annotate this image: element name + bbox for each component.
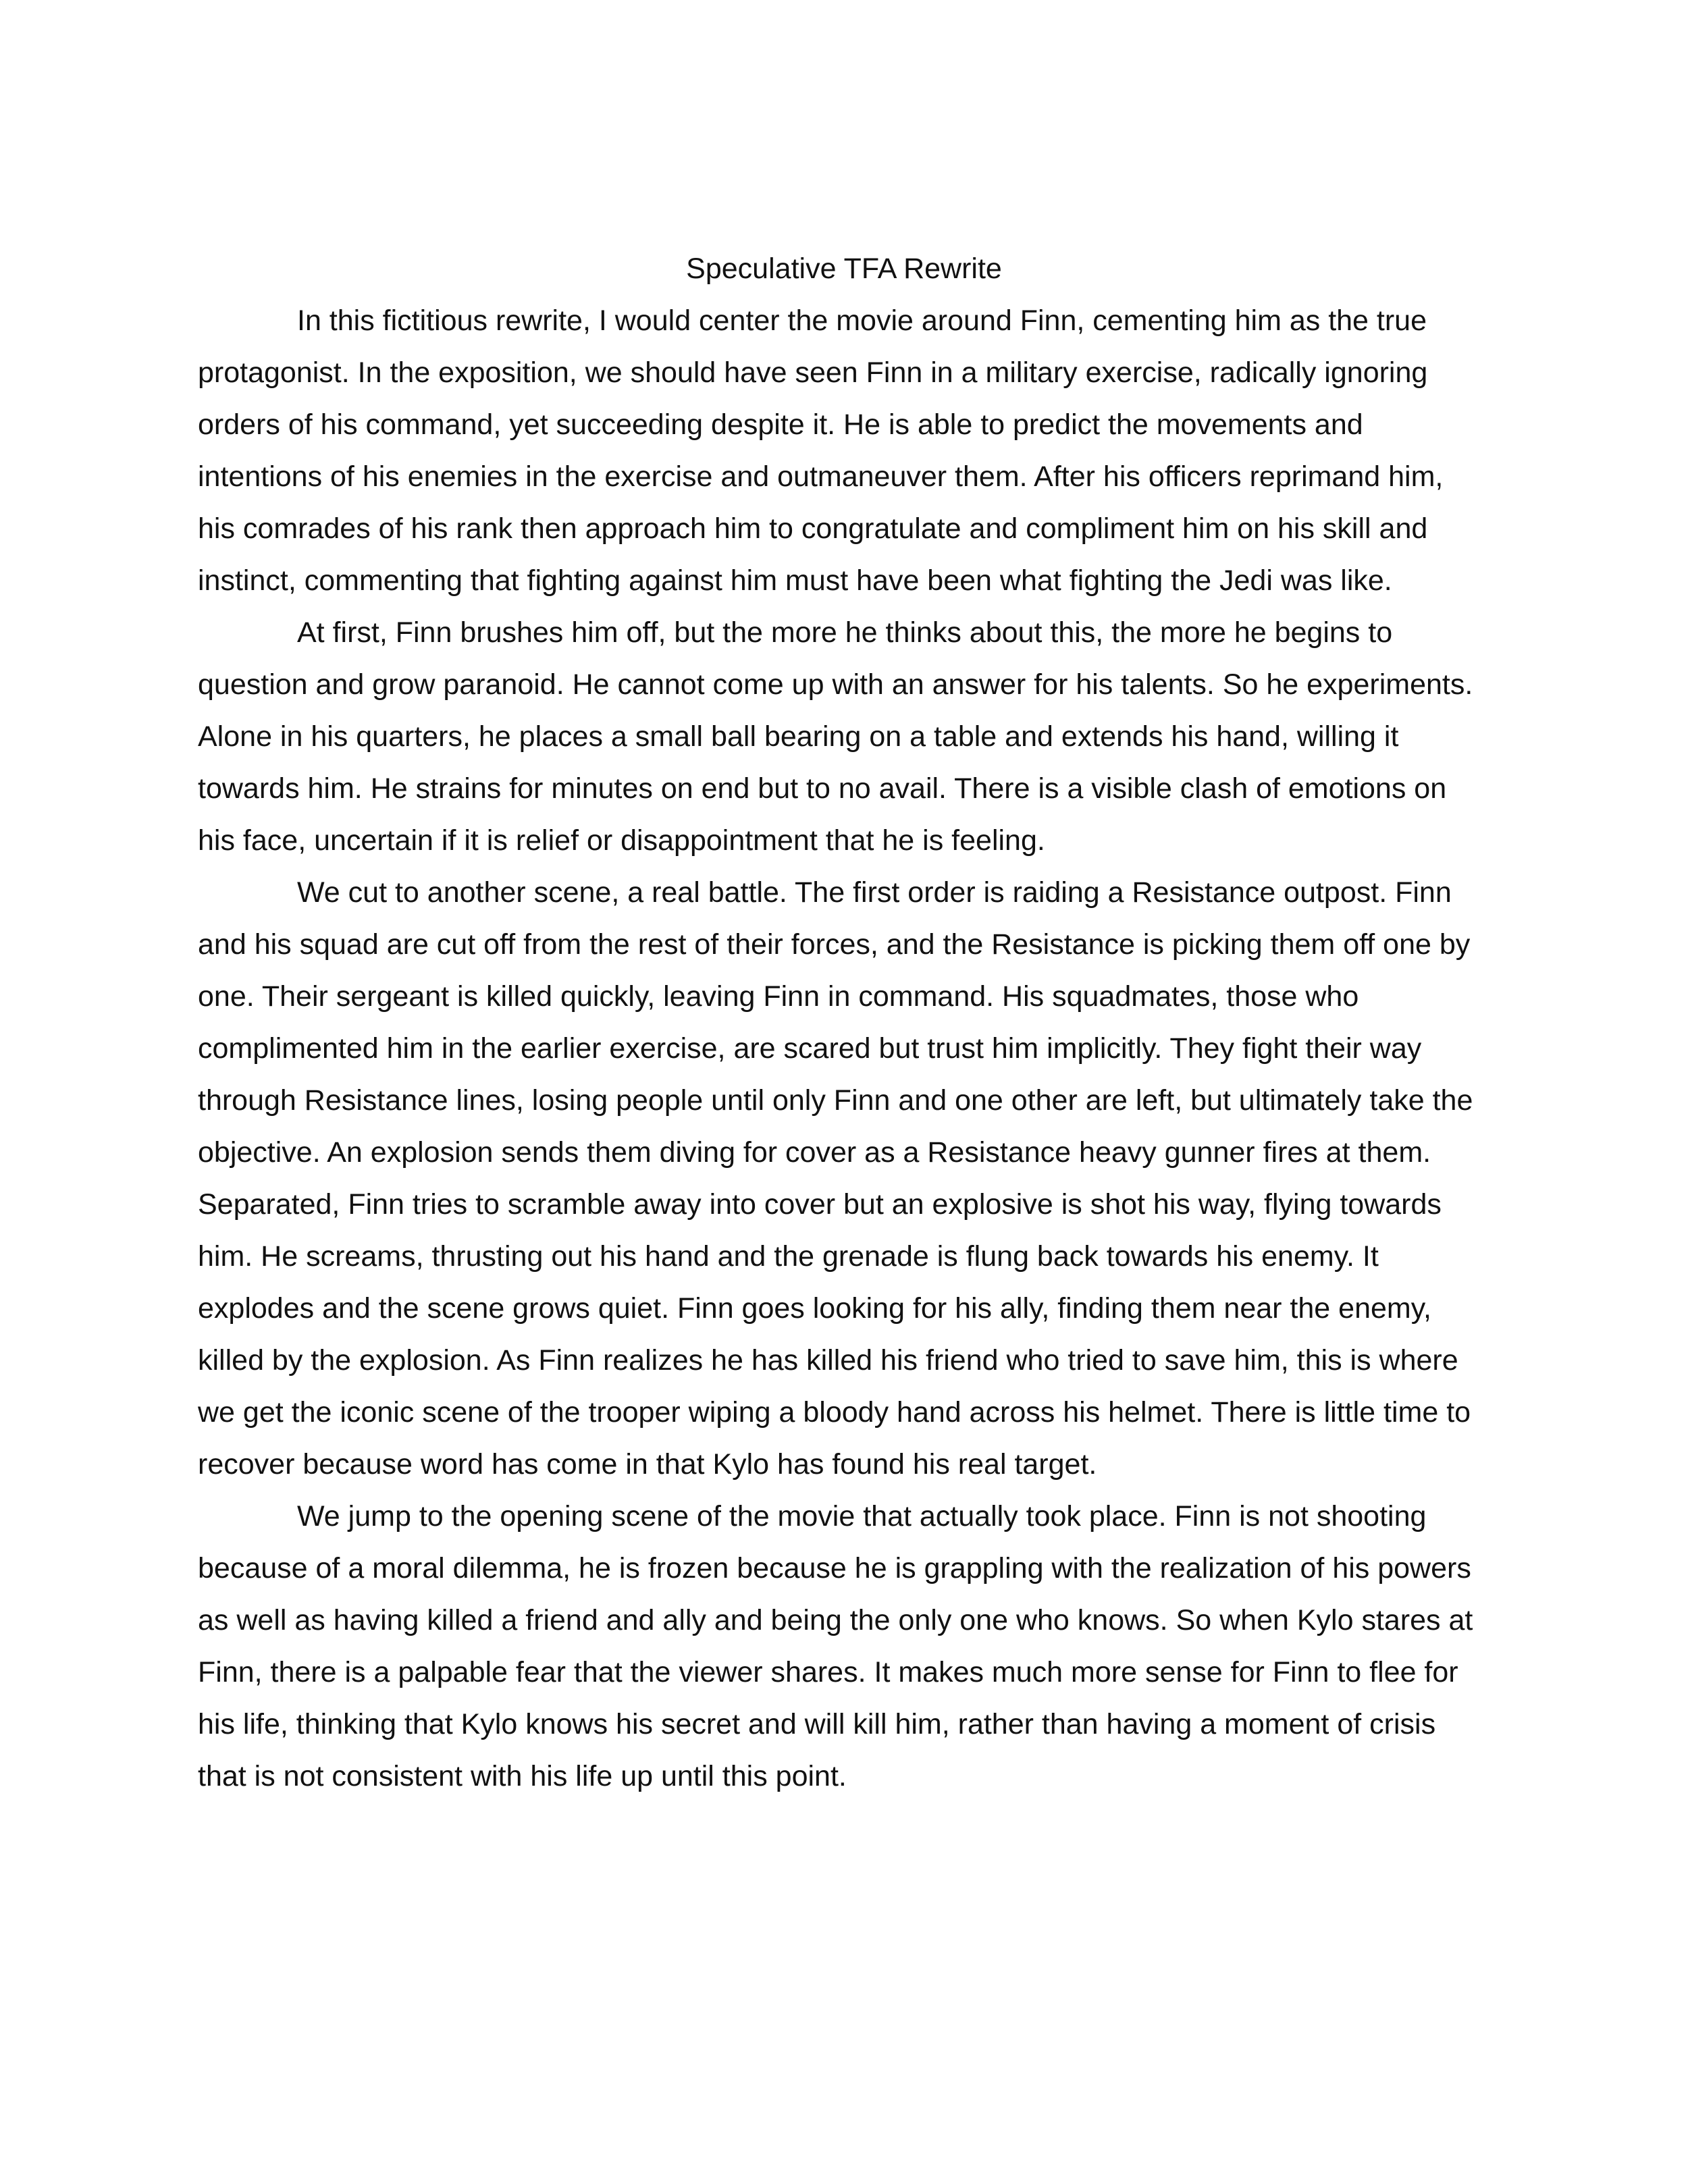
paragraph-1: In this fictitious rewrite, I would center the movie around Finn, cementing him as the true protagonist. In the exposition, we should have seen Finn in a military exercise, radically ignoring orders of his command, yet succeeding despite it. He is able to predict the movements and intentions of his enemies in the exercise and outmaneuver them. After his officers reprimand him, his comrades of his rank then approach him to congratulate and compliment him on his skill and instinct, commenting that fighting against him must have been what fighting the Jedi was like. (198, 304, 1444, 597)
paragraph-3: We cut to another scene, a real battle. The first order is raiding a Resistance outpost. Finn and his squad are cut off from the rest of their forces, and the Resistance is picking them off one by one. Their sergeant is killed quickly, leaving Finn in command. His squadmates, those who complimented him in the earlier exercise, are scared but trust him implicitly. They fight their way through Resistance lines, losing people until only Finn and one other are left, but ultimately take the objective. An explosion sends them diving for cover as a Resistance heavy gunner fires at them. Separated, Finn tries to scramble away into cover but an explosive is shot his way, flying towards him. He screams, thrusting out his hand and the grenade is flung back towards his enemy. It explodes and the scene grows quiet. Finn goes looking for his ally, finding them near the enemy, killed by the explosion. As Finn realizes he has killed his friend who tried to save him, this is where we get the iconic scene of the trooper wiping a bloody hand across his helmet. There is little time to recover because word has come in that Kylo has found his real target. (198, 876, 1473, 1481)
paragraph-2: At first, Finn brushes him off, but the more he thinks about this, the more he begins to question and grow paranoid. He cannot come up with an answer for his talents. So he experiments. Alone in his quarters, he places a small ball bearing on a table and extends his hand, willing it towards him. He strains for minutes on end but to no avail. There is a visible clash of emotions on his face, uncertain if it is relief or disappointment that he is feeling. (198, 616, 1473, 857)
page-title: Speculative TFA Rewrite (686, 252, 1002, 285)
paragraph-4: We jump to the opening scene of the movie that actually took place. Finn is not shooting because of a moral dilemma, he is frozen because he is grappling with the realization of his powers as well as having killed a friend and ally and being the only one who knows. So when Kylo stares at Finn, there is a palpable fear that the viewer shares. It makes much more sense for Finn to flee for his life, thinking that Kylo knows his secret and will kill him, rather than having a moment of crisis that is not consistent with his life up until this point. (198, 1500, 1473, 1792)
document-body (198, 295, 1487, 1803)
